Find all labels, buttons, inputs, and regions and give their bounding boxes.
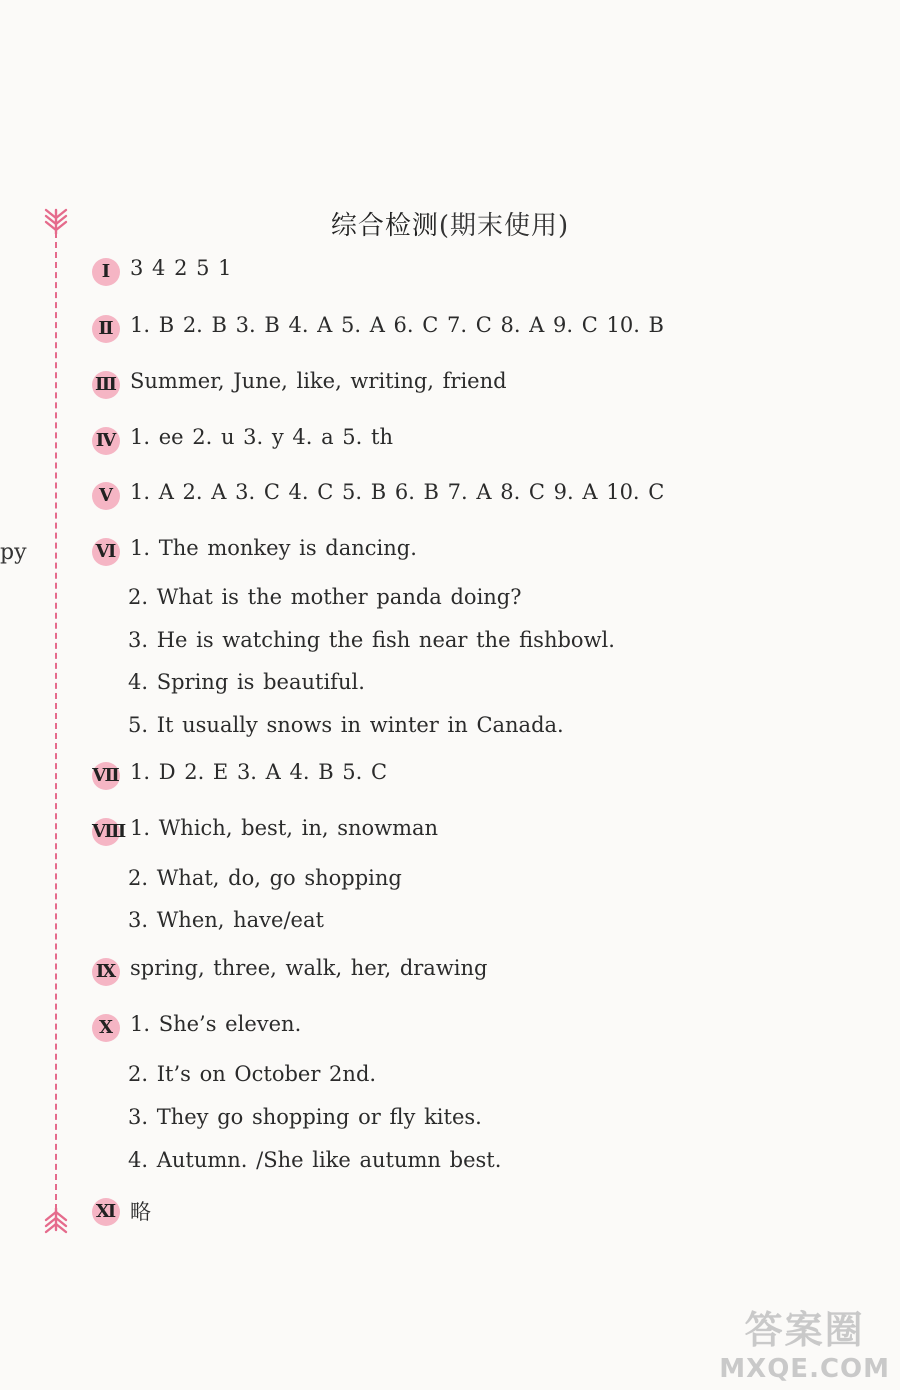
- arrow-feather-top-icon: [40, 206, 72, 234]
- page-title: [0, 205, 900, 242]
- section-answer: 1. The monkey is dancing.: [130, 536, 417, 560]
- section-10-line-3: 3. They go shopping or fly kites.: [128, 1105, 482, 1129]
- section-answer: 1. Which, best, in, snowman: [130, 816, 439, 840]
- section-answer: 1. A 2. A 3. C 4. C 5. B 6. B 7. A 8. C 9. A 10. C: [130, 480, 665, 504]
- section-numeral-badge: Ⅴ: [92, 482, 120, 510]
- section-answer: Summer, June, like, writing, friend: [130, 369, 507, 393]
- margin-dashed-line: [55, 232, 57, 1210]
- section-numeral-badge: Ⅳ: [92, 427, 120, 455]
- section-numeral-badge: Ⅰ: [92, 258, 120, 286]
- watermark-top-text: 答案圈: [744, 1308, 865, 1352]
- section-answer: 1. ee 2. u 3. y 4. a 5. th: [130, 425, 393, 449]
- section-numeral-badge: Ⅷ: [92, 818, 120, 846]
- section-6-line-3: 3. He is watching the fish near the fishbowl.: [128, 628, 615, 652]
- page-title-paren: (期末使用): [438, 211, 570, 241]
- section-numeral-badge: Ⅵ: [92, 538, 120, 566]
- section-6-line-5: 5. It usually snows in winter in Canada.: [128, 713, 564, 737]
- section-numeral-badge: Ⅶ: [92, 762, 120, 790]
- arrow-feather-bottom-icon: [40, 1208, 72, 1236]
- watermark-logo: [719, 1299, 890, 1384]
- section-8-line-3: 3. When, have/eat: [128, 908, 324, 932]
- section-10-line-2: 2. It’s on October 2nd.: [128, 1062, 377, 1086]
- section-6-line-2: 2. What is the mother panda doing?: [128, 585, 522, 609]
- section-answer: 3 4 2 5 1: [130, 256, 232, 280]
- section-answer: 1. D 2. E 3. A 4. B 5. C: [130, 760, 388, 784]
- section-6-line-4: 4. Spring is beautiful.: [128, 670, 365, 694]
- section-numeral-badge: Ⅸ: [92, 958, 120, 986]
- section-numeral-badge: Ⅹ: [92, 1014, 120, 1042]
- page-title-main: 综合检测: [330, 211, 439, 241]
- section-10-line-4: 4. Autumn. /She like autumn best.: [128, 1148, 502, 1172]
- section-numeral-badge: Ⅺ: [92, 1198, 120, 1226]
- section-answer: 1. B 2. B 3. B 4. A 5. A 6. C 7. C 8. A 9. C 10. B: [130, 313, 664, 337]
- section-answer: 略: [130, 1200, 151, 1224]
- section-numeral-badge: Ⅲ: [92, 371, 120, 399]
- section-numeral-badge: Ⅱ: [92, 315, 120, 343]
- watermark-bottom-text: MXQE.COM: [719, 1354, 890, 1384]
- section-answer: 1. She’s eleven.: [130, 1012, 302, 1036]
- left-page-fragment: py: [0, 540, 27, 565]
- section-answer: spring, three, walk, her, drawing: [130, 956, 488, 980]
- section-8-line-2: 2. What, do, go shopping: [128, 866, 402, 890]
